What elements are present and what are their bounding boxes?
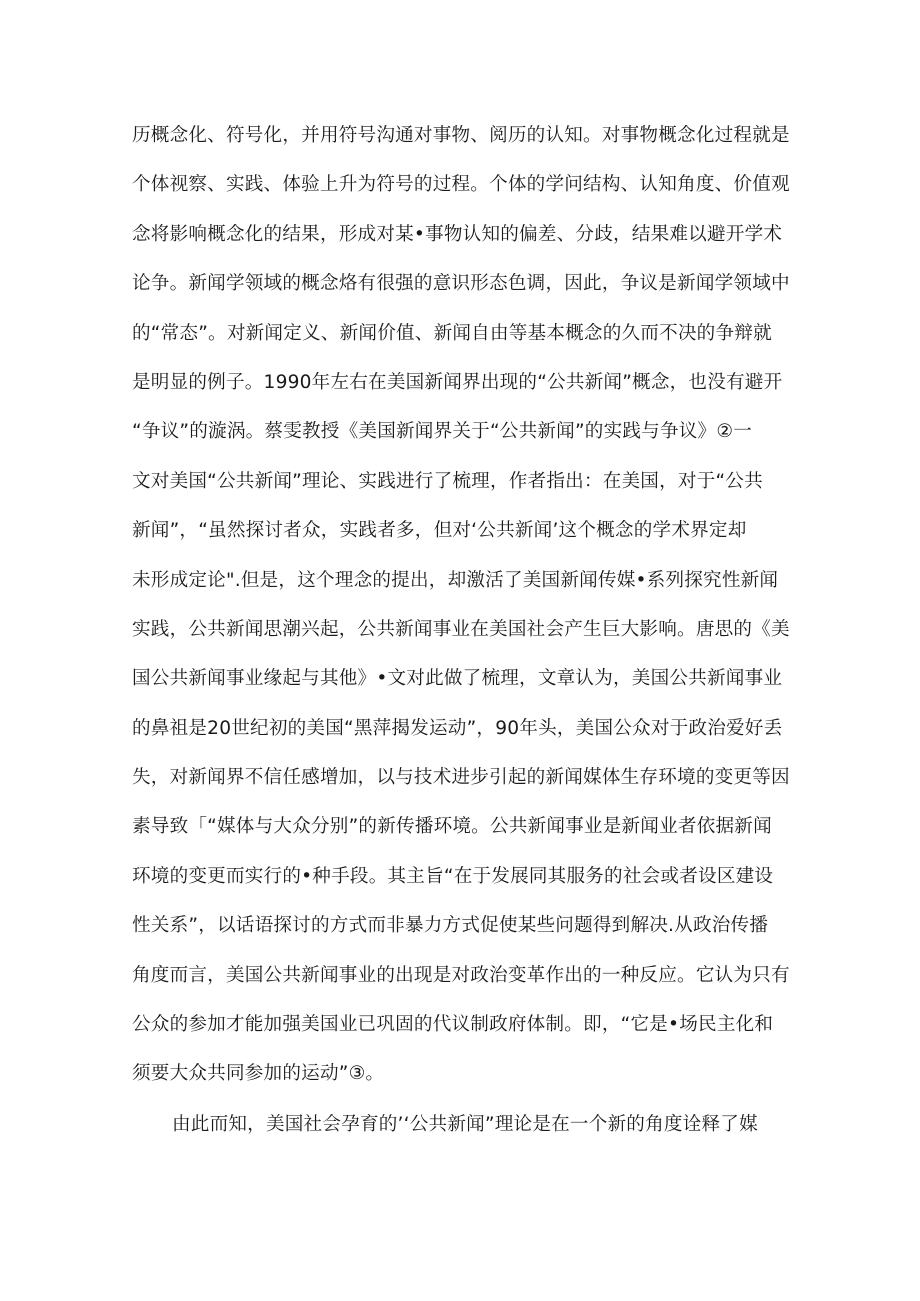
text-line: 论争。新闻学领域的概念烙有很强的意识形态色调，因此，争议是新闻学领域中 [132,273,790,295]
text-line: 国公共新闻事业缘起与其他》•文对此做了梳理，文章认为，美国公共新闻事业 [132,668,783,690]
text-line: 由此而知，美国社会孕育的’‘公共新闻”理论是在一个新的角度诠释了媒 [172,1114,758,1135]
text-line: 公众的参加才能加强美国业已巩固的代议制政府体制。即，“它是•场民主化和 [132,1014,774,1036]
text-line: 实践，公共新闻思潮兴起，公共新闻事业在美国社会产生巨大影响。唐思的《美 [132,618,790,640]
text-line: 是明显的例子。1990年左右在美国新闻界出现的“公共新闻”概念，也没有避开 [132,371,783,393]
text-line: 新闻”，“虽然探讨者众，实践者多，但对‘公共新闻’这个概念的学术界定却 [132,520,747,542]
text-line: 性关系”，以话语探讨的方式而非暴力方式促使某些问题得到解决.从政治传播 [132,915,769,937]
text-line: 环境的变更而实行的•种手段。其主旨“在于发展同其服务的社会或者设区建设 [132,865,774,887]
text-line: 念将影响概念化的结果，形成对某•事物认知的偏差、分歧，结果难以避开学术 [132,223,783,245]
text-line: 未形成定论".但是，这个理念的提出，却激活了美国新闻传媒•系列探究性新闻 [132,569,779,591]
body-paragraph-1 [132,116,792,1104]
text-line: 的“常态”。对新闻定义、新闻价值、新闻自由等基本概念的久而不决的争辩就 [132,322,772,344]
text-line: 个体视察、实践、体验上升为符号的过程。个体的学问结构、认知角度、价值观 [132,174,790,196]
text-line: 角度而言，美国公共新闻事业的出现是对政治变革作出的一种反应。它认为只有 [132,964,790,986]
text-line: 须要大众共同参加的运动”③。 [132,1063,385,1085]
text-line: “争议”的漩涡。蔡雯教授《美国新闻界关于“公共新闻”的实践与争议》②一 [132,421,753,443]
text-line: 失，对新闻界不信任感增加，以与技术进步引起的新闻媒体生存环境的变更等因 [132,767,790,789]
text-line: 素导致「“媒体与大众分别”的新传播环境。公共新闻事业是新闻业者依据新闻 [132,816,772,838]
text-line: 文对美国“公共新闻”理论、实践进行了梳理，作者指出：在美国，对于“公共 [132,470,763,492]
text-line: 历概念化、符号化，并用符号沟通对事物、阅历的认知。对事物概念化过程就是 [132,125,790,146]
text-line: 的鼻祖是20世纪初的美国“黑萍揭发运动”，90年头，美国公众对于政治爱好丢 [132,717,783,739]
body-paragraph-2 [132,1105,792,1154]
